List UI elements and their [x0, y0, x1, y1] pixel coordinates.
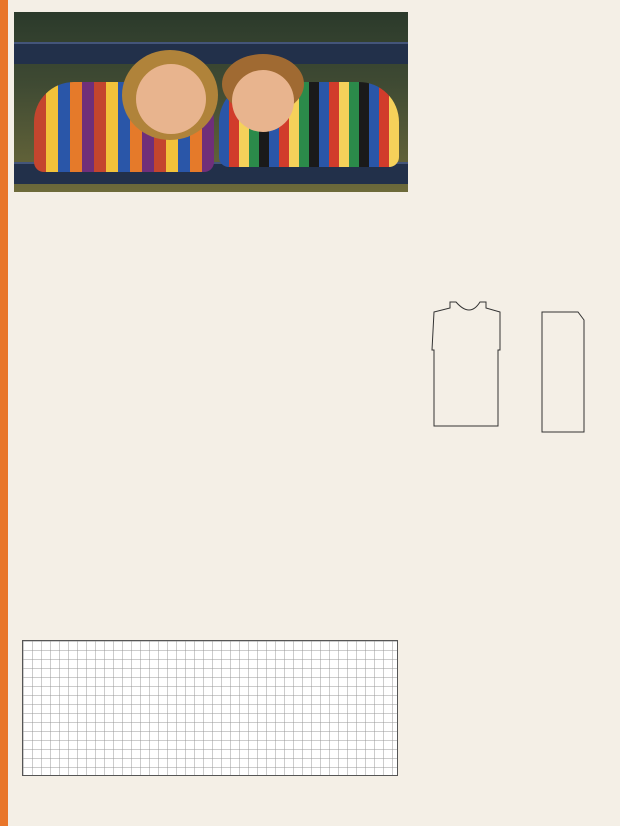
cover-photo: [14, 12, 408, 192]
bench-slat: [14, 42, 408, 64]
sleeve-outline: [542, 312, 584, 432]
pattern-schematic: [412, 272, 612, 472]
boy-face: [232, 70, 294, 132]
cable-chart-grid: [22, 640, 398, 776]
girl-face: [136, 64, 206, 134]
schematic-svg: [412, 272, 612, 472]
page-edge-bar: [0, 0, 8, 826]
front-back-outline: [432, 302, 500, 426]
